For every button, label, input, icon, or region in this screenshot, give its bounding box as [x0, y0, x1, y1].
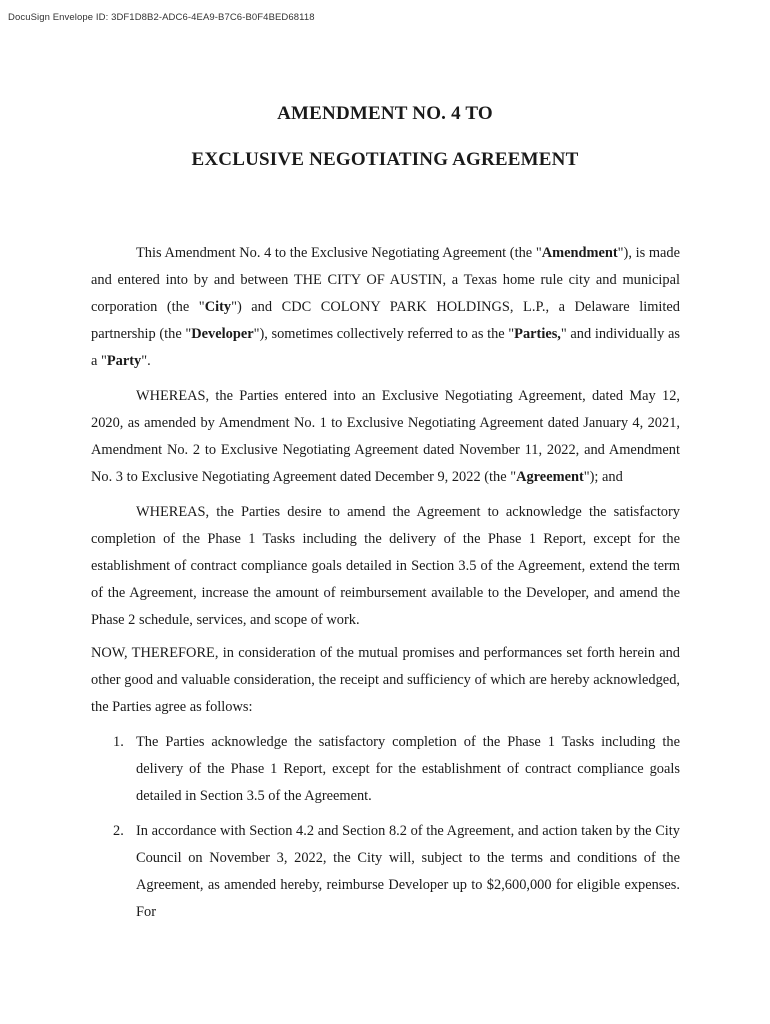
defined-term-city: City — [204, 299, 232, 315]
whereas-paragraph-2: WHEREAS, the Parties desire to amend the Agreement to acknowledge the satisfactory completion of the Phase 1 Tasks including the delivery of the Phase 1 Report, except for the establishment of contract compliance goals detailed in Section 3.5 of the Agreement, extend the term of the Agreement, increase the amount of reimbursement available to the Developer, and amend the Phase 2 schedule, services, and scope of work. — [91, 504, 680, 628]
document-title-line-1: AMENDMENT NO. 4 TO — [277, 103, 493, 124]
now-therefore-paragraph: NOW, THEREFORE, in consideration of the mutual promises and performances set forth herein and other good and valuable consideration, the receipt and sufficiency of which are hereby acknowledged, the Parties agree as follows: — [91, 645, 680, 715]
document-title-line-2: EXCLUSIVE NEGOTIATING AGREEMENT — [191, 149, 579, 170]
text-run: " and individually as a " — [91, 326, 680, 369]
text-run: "), is made and entered into by and between THE CITY OF AUSTIN, a Texas home rule city and municipal corporation (the " — [91, 245, 680, 315]
defined-term-agreement: Agreement — [516, 469, 584, 485]
text-run: ". — [141, 353, 151, 369]
list-item-text: In accordance with Section 4.2 and Section 8.2 of the Agreement, and action taken by the City Council on November 3, 2022, the City will, subject to the terms and conditions of the Agreement, as amended hereby, reimburse Developer up to $2,600,000 for eligible expenses. For — [136, 823, 680, 920]
list-item — [91, 729, 680, 810]
text-run: This Amendment No. 4 to the Exclusive Negotiating Agreement (the " — [136, 245, 542, 261]
list-number: 2. — [113, 823, 124, 839]
text-run: WHEREAS, the Parties entered into an Exclusive Negotiating Agreement, dated May 12, 2020, as amended by Amendment No. 1 to Exclusive Negotiating Agreement dated January 4, 2021, Amendment No. 2 to Exclusive Negotiating Agreement dated November 11, 2022, and Amendment No. 3 to Exclusive Negotiating Agreement dated December 9, 2022 (the " — [91, 388, 680, 485]
defined-term-developer: Developer — [191, 326, 254, 342]
defined-term-amendment: Amendment — [541, 245, 618, 261]
list-number: 1. — [113, 734, 124, 750]
text-run: "), sometimes collectively referred to as the " — [253, 326, 515, 342]
list-item-text: The Parties acknowledge the satisfactory completion of the Phase 1 Tasks including the delivery of the Phase 1 Report, except for the establishment of contract compliance goals detailed in Section 3.5 of the Agreement. — [136, 734, 680, 804]
text-run: ") and CDC COLONY PARK HOLDINGS, L.P., a Delaware limited partnership (the " — [91, 299, 680, 342]
intro-paragraph — [91, 240, 680, 375]
defined-term-parties: Parties, — [514, 326, 561, 342]
whereas-paragraph-1 — [91, 383, 680, 491]
document-body — [91, 240, 680, 926]
list-item — [91, 818, 680, 926]
docusign-envelope-id: DocuSign Envelope ID: 3DF1D8B2-ADC6-4EA9-B7C6-B0F4BED68118 — [8, 12, 315, 23]
text-run: "); and — [583, 469, 623, 485]
defined-term-party: Party — [106, 353, 142, 369]
